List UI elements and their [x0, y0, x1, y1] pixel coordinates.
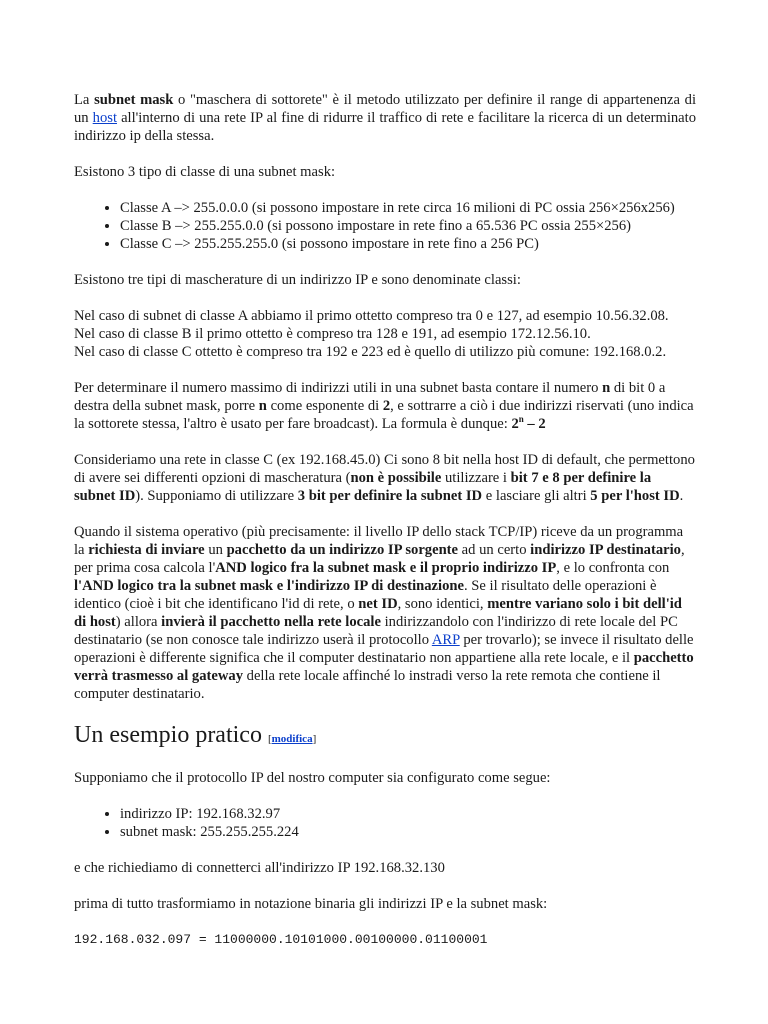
bold-text: AND logico fra la subnet mask e il proprio indirizzo IP	[215, 560, 557, 576]
bold-text: n	[258, 398, 267, 414]
bold-text: mentre variano solo i bit dell'id di host	[74, 596, 682, 630]
bold-text: invierà il pacchetto nella rete locale	[161, 614, 381, 630]
text: e lasciare gli altri	[482, 488, 591, 504]
bracket: [	[267, 733, 272, 745]
text: o "maschera di sottorete" è il metodo utilizzato per definire il range di appartenenza di un	[74, 92, 697, 126]
list-item: • indirizzo IP: 192.168.32.97	[120, 805, 696, 823]
text: un	[204, 542, 227, 558]
text: per trovarlo); se invece il risultato delle operazioni è differente significa che il computer destinatario non appartiene alla rete locale, e il	[74, 632, 694, 666]
formula-paragraph	[74, 379, 696, 433]
bold-text: net ID	[358, 596, 398, 612]
formula-base: 2	[511, 416, 519, 432]
formula-tail: – 2	[523, 416, 546, 432]
connettersi-paragraph: e che richiediamo di connetterci all'indirizzo IP 192.168.32.130	[74, 860, 445, 876]
list-item: • Classe C –> 255.255.255.0 (si possono impostare in rete fino a 256 PC)	[120, 235, 696, 253]
text: indirizzandolo con l'indirizzo di rete locale del PC destinatario (se non conosce tale indirizzo userà il protocollo	[74, 614, 678, 648]
list-item: • subnet mask: 255.255.255.224	[120, 823, 696, 841]
formula	[511, 416, 545, 432]
bold-text: pacchetto verrà trasmesso al gateway	[74, 650, 694, 684]
text: ) allora	[115, 614, 162, 630]
supponiamo-paragraph: Supponiamo che il protocollo IP del nostro computer sia configurato come segue:	[74, 770, 551, 786]
host-link[interactable]: host	[92, 110, 117, 126]
text: , per prima cosa calcola l'	[74, 542, 685, 576]
bold-text: 5 per l'host ID	[590, 488, 680, 504]
list-item: • Classe B –> 255.255.0.0 (si possono impostare in rete fino a 65.536 PC ossia 255×256)	[120, 217, 696, 235]
text: di bit 0 a destra della subnet mask, porre	[74, 380, 666, 414]
trasformiamo-paragraph: prima di tutto trasformiamo in notazione binaria gli indirizzi IP e la subnet mask:	[74, 896, 548, 912]
bold-text: bit 7 e 8 per definire la subnet ID	[74, 470, 652, 504]
config-list	[74, 805, 696, 841]
text: Nel caso di classe C ottetto è compreso tra 192 e 223 ed è quello di utilizzo più comune: 192.168.0.2.	[74, 344, 667, 360]
text: utilizzare i	[441, 470, 511, 486]
arp-link[interactable]: ARP	[431, 632, 460, 648]
text: della rete locale affinché lo instradi verso la rete remota che contiene il computer destinatario.	[74, 668, 661, 702]
text: Nel caso di classe B il primo ottetto è compreso tra 128 e 191, ad esempio 172.12.56.10.	[74, 326, 591, 342]
bold-text: indirizzo IP destinatario	[530, 542, 681, 558]
list-item: • Classe A –> 255.0.0.0 (si possono impostare in rete circa 16 milioni di PC ossia 256×256x256)	[120, 199, 696, 217]
text: .	[679, 488, 684, 504]
edit-link[interactable]: modifica	[271, 733, 313, 745]
classes-intro: Esistono 3 tipo di classe di una subnet mask:	[74, 164, 336, 180]
text: La	[74, 92, 95, 108]
text: come esponente di	[266, 398, 383, 414]
bold-text: non è possibile	[350, 470, 442, 486]
text: ). Supponiamo di utilizzare	[135, 488, 298, 504]
bold-text: pacchetto da un indirizzo IP sorgente	[226, 542, 459, 558]
section-title: Un esempio pratico	[74, 722, 262, 748]
quando-paragraph	[74, 523, 696, 703]
edit-section	[268, 733, 316, 745]
text: , e lo confronta con	[556, 560, 670, 576]
section-heading	[74, 721, 696, 753]
casi-paragraph	[74, 307, 696, 361]
text: , sono identici,	[397, 596, 488, 612]
consideriamo-paragraph	[74, 451, 696, 505]
binary-code-line: 192.168.032.097 = 11000000.10101000.00100000.01100001	[74, 932, 488, 947]
text: . Se il risultato delle operazioni è identico (cioè i bit che identificano l'id di rete, o	[74, 578, 657, 612]
formula-exponent: n	[518, 414, 524, 425]
text: Quando il sistema operativo (più precisamente: il livello IP dello stack TCP/IP) riceve da un programma la	[74, 524, 684, 558]
classes-list	[74, 199, 696, 253]
mascherature-paragraph: Esistono tre tipi di mascherature di un indirizzo IP e sono denominate classi:	[74, 272, 521, 288]
intro-paragraph	[74, 91, 696, 145]
text: all'interno di una rete IP al fine di ridurre il traffico di rete e facilitare la ricerca di un determinato indirizzo ip della stessa.	[74, 110, 697, 144]
text: Consideriamo una rete in classe C (ex 192.168.45.0) Ci sono 8 bit nella host ID di default, che permettono di avere sei differenti opzioni di mascheratura (	[74, 452, 695, 486]
text: Per determinare il numero massimo di indirizzi utili in una subnet basta contare il numero	[74, 380, 603, 396]
bracket: ]	[312, 733, 317, 745]
text: , e sottrarre a ciò i due indirizzi riservati (uno indica la sottorete stessa, l'altro è usato per fare broadcast). La formula è dunque:	[74, 398, 694, 432]
bold-text: 2	[382, 398, 391, 414]
bold-text: l'AND logico tra la subnet mask e l'indirizzo IP di destinazione	[74, 578, 464, 594]
bold-text: n	[602, 380, 611, 396]
text: Nel caso di subnet di classe A abbiamo il primo ottetto compreso tra 0 e 127, ad esempio 10.56.32.08.	[74, 308, 669, 324]
bold-text: subnet mask	[94, 92, 174, 108]
bold-text: richiesta di inviare	[88, 542, 205, 558]
bold-text: 3 bit per definire la subnet ID	[297, 488, 483, 504]
text: ad un certo	[458, 542, 531, 558]
